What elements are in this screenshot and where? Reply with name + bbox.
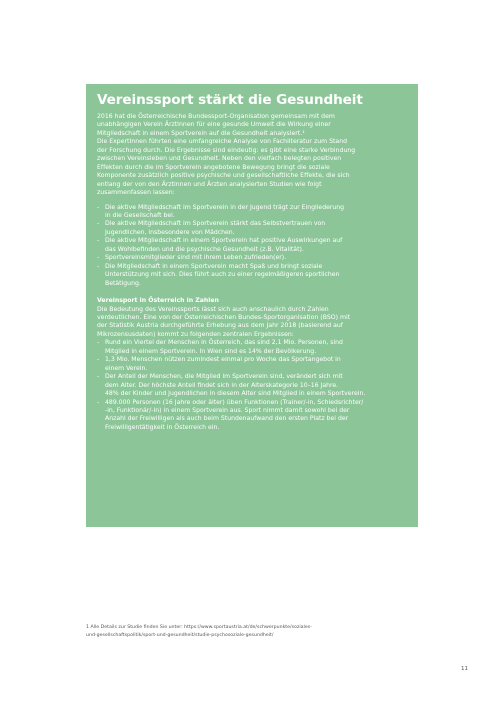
list-item	[97, 356, 408, 373]
list-item-line: 48% der Kinder und Jugendlichen in diesem Alter sind Mitglied in einem Sportverein.	[105, 390, 366, 398]
list-item	[97, 204, 408, 221]
page-number: 11	[461, 666, 468, 672]
list-item-line: Mitglied in einem Sportverein. In Wien sind es 14% der Bevölkerung.	[105, 347, 317, 355]
intro-line: Komponente zusätzlich positive psychische und gesellschaftliche Effekte, die sich	[97, 172, 350, 180]
list-item-line: 489.000 Personen (16 Jahre oder älter) üben Funktionen (Trainer/-in, Schiedsrichter/	[105, 398, 364, 406]
list-item	[97, 373, 408, 398]
stats-intro-line: Mikrozensusdaten) kommt zu folgenden zentralen Ergebnissen:	[97, 330, 294, 338]
intro-line: zwischen Vereinsleben und Gesundheit. Neben den vielfach belegten positiven	[97, 155, 342, 163]
stats-intro-line: verdeutlichen. Eine von der Österreichischen Bundes-Sportorganisation (BSO) mit	[97, 313, 351, 321]
list-item-line: Sportvereinsmitglieder sind mit ihrem Leben zufrieden(er).	[105, 254, 287, 262]
list-item-line: Jugendlichen, insbesondere von Mädchen.	[105, 228, 235, 236]
intro-line: Die ExpertInnen führten eine umfangreiche Analyse von Fachliteratur zum Stand	[97, 138, 348, 146]
intro-paragraph	[97, 113, 408, 198]
list-item-line: einem Verein.	[105, 364, 148, 372]
list-item-line: Unterstützung mit sich. Dies führt auch zu einer regelmäßigeren sportlichen	[105, 271, 340, 279]
list-item-line: Rund ein Viertel der Menschen in Österreich, das sind 2,1 Mio. Personen, sind	[105, 339, 343, 347]
stats-intro-paragraph	[97, 306, 408, 340]
list-item-line: Betätigung.	[105, 279, 141, 287]
list-item-line: Die aktive Mitgliedschaft in einem Sportverein hat positive Auswirkungen auf	[105, 237, 343, 245]
info-box	[86, 84, 418, 527]
list-item	[97, 399, 408, 433]
footnote	[86, 624, 426, 639]
stats-list	[97, 339, 408, 432]
list-item-line: Die aktive Mitgliedschaft im Sportverein stärkt das Selbstvertrauen von	[105, 220, 326, 228]
intro-line: zusammenfassen lassen:	[97, 189, 175, 197]
intro-line: Mitgliedschaft in einem Sportverein auf die Gesundheit analysiert.¹	[97, 129, 305, 137]
list-item-line: Die aktive Mitgliedschaft im Sportverein in der Jugend trägt zur Eingliederung	[105, 203, 345, 211]
list-item-line: 1,3 Mio. Menschen nützen zumindest einmal pro Woche das Sportangebot in	[105, 356, 341, 364]
footnote-line: 1 Alle Details zur Studie finden Sie unter: https://www.sportaustria.at/de/schwerpunkte/soziales-	[86, 625, 312, 630]
list-item-line: Anzahl der Freiwilligen als auch beim Stundenaufwand den ersten Platz bei der	[105, 415, 349, 423]
list-item-line: dem Alter. Der höchste Anteil findet sich in der Alterskategorie 10–16 Jahre.	[105, 381, 339, 389]
list-item-line: Der Anteil der Menschen, die Mitglied im Sportverein sind, verändert sich mit	[105, 373, 343, 381]
list-item-line: Freiwilligentätigkeit in Österreich ein.	[105, 423, 220, 431]
intro-line: 2016 hat die Österreichische Bundessport-Organisation gemeinsam mit dem	[97, 113, 335, 120]
intro-line: unabhängigen Verein ÄrztInnen für eine gesunde Umwelt die Wirkung einer	[97, 121, 331, 129]
list-item	[97, 254, 408, 262]
list-item	[97, 237, 408, 254]
footnote-line: und-gesellschaftspolitik/sport-und-gesundheit/studie-psychosoziale-gesundheit/	[86, 632, 274, 638]
list-item-line: das Wohlbefinden und die psychische Gesundheit (z.B. Vitalität).	[105, 245, 304, 253]
stats-intro-line: der Statistik Austria durchgeführte Erhebung aus dem Jahr 2018 (basierend auf	[97, 322, 343, 330]
section-subheading: Vereinsport in Österreich in Zahlen	[97, 297, 219, 305]
list-item	[97, 263, 408, 288]
stats-intro-line: Die Bedeutung des Vereinssports lässt sich auch anschaulich durch Zahlen	[97, 305, 329, 313]
intro-line: Effekten durch die im Sportverein angebotene Bewegung bringt die soziale	[97, 163, 330, 171]
list-item-line: in die Gesellschaft bei.	[105, 211, 175, 219]
findings-list	[97, 204, 408, 289]
list-item	[97, 339, 408, 356]
list-item	[97, 220, 408, 237]
intro-line: entlang der von den Ärztinnen und Ärzten analysierten Studien wie folgt	[97, 180, 322, 188]
list-item-line: -in, Funktionär/-in) in einem Sportverein aus. Sport nimmt damit sowohl bei der	[105, 406, 350, 414]
box-title: Vereinssport stärkt die Gesundheit	[97, 92, 363, 108]
intro-line: der Forschung durch. Die Ergebnisse sind eindeutig: es gibt eine starke Verbindung	[97, 146, 356, 154]
list-item-line: Die Mitgliedschaft in einem Sportverein macht Spaß und bringt soziale	[105, 262, 323, 270]
